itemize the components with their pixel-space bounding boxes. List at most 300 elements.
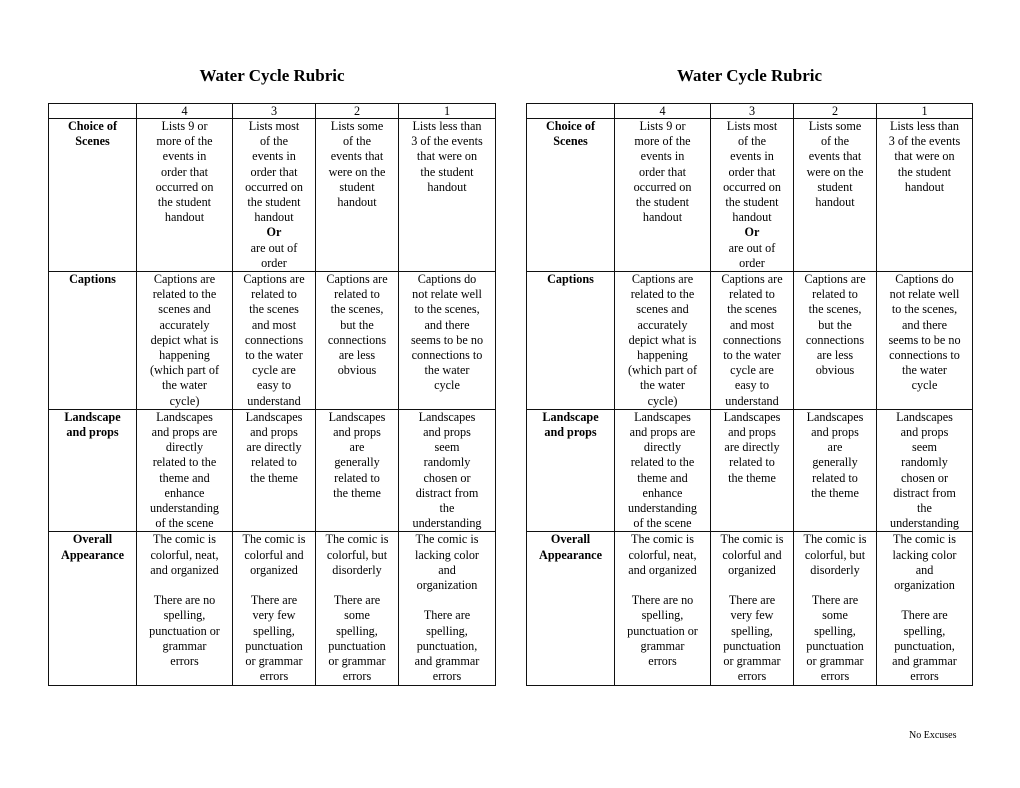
descriptor-line: Landscapes [418,409,476,424]
descriptor-line: generally [812,455,858,470]
descriptor-line: punctuation [245,638,303,653]
descriptor-line: of the [737,134,767,149]
score-header-3: 3 [233,104,316,119]
score-cell-3 [711,532,794,685]
descriptor-line: order [261,255,287,270]
rubric-row-overall-appearance [49,532,496,685]
descriptor-line: Lists some [808,119,862,133]
descriptor-line: punctuation or [627,623,698,638]
descriptor-line: and organized [150,562,219,577]
descriptor-line: errors [170,654,199,669]
descriptor-line: errors [737,669,767,684]
descriptor-line: obvious [815,363,855,378]
descriptor-line: seems to be no [888,332,961,347]
descriptor-line: are less [816,348,854,363]
score-cell-1 [877,272,973,410]
score-cell-1 [399,272,496,410]
descriptor-line: some [822,608,848,623]
descriptor-line: related to the [630,455,695,470]
descriptor-line: chosen or [900,470,949,485]
descriptor-line: and grammar [414,654,480,669]
descriptor-line: Captions are [631,272,694,287]
descriptor-line: generally [334,455,380,470]
score-cell-4 [615,272,711,410]
descriptor-line: colorful, neat, [628,547,697,562]
descriptor-line: order that [160,164,209,179]
descriptor-line: 3 of the events [888,134,961,149]
descriptor-line: colorful and [244,547,304,562]
descriptor-line: The comic is [242,532,306,547]
descriptor-line: are less [338,348,376,363]
descriptor-line: errors [432,669,462,684]
descriptor-line: accurately [637,317,688,332]
descriptor-line: scenes and [158,302,211,317]
rubric-title: Water Cycle Rubric [199,66,345,85]
descriptor-line: organization [416,578,478,593]
descriptor-line: seems to be no [410,332,484,347]
descriptor-line: connections [327,332,387,347]
score-cell-2 [316,272,399,410]
descriptor-line: Lists some [330,119,384,133]
descriptor-line: punctuation [328,638,386,653]
criterion-label-line: Overall [72,532,113,547]
criterion-label-line: Landscape [542,409,599,424]
descriptor-line: and props [811,425,859,440]
score-cell-3 [233,272,316,410]
descriptor-line: chosen or [423,470,471,485]
descriptor-line: depict what is [150,332,219,347]
descriptor-line: the student [897,164,952,179]
descriptor-line: Captions are [804,272,866,287]
descriptor-line: punctuation [806,638,864,653]
descriptor-line: punctuation or [149,623,220,638]
score-cell-4 [137,532,233,685]
score-cell-1 [877,119,973,272]
descriptor-line: obvious [337,363,377,378]
descriptor-line: Captions do [417,272,477,287]
descriptor-line: spelling, [163,608,206,623]
line-gap [878,593,971,608]
descriptor-line: depict what is [628,332,697,347]
descriptor-line: errors [259,669,289,684]
descriptor-line: events in [252,149,296,164]
score-cell-3 [233,532,316,685]
descriptor-line: the scenes, [330,302,384,317]
descriptor-line: handout [642,210,683,225]
descriptor-line: Or [744,225,760,240]
descriptor-line: more of the [156,134,213,149]
descriptor-line: and [915,562,934,577]
descriptor-line: understanding [889,516,960,531]
descriptor-line: Or [266,225,282,240]
score-cell-1 [399,409,496,532]
descriptor-line: spelling, [253,623,295,638]
descriptor-line: grammar [640,638,685,653]
rubric-title: Water Cycle Rubric [676,66,823,85]
descriptor-line: and props are [629,425,696,440]
descriptor-line: Lists most [248,119,300,133]
descriptor-line: colorful, but [804,547,866,562]
descriptor-line: very few [730,608,774,623]
descriptor-line: Lists most [726,119,778,133]
descriptor-line: the student [157,195,212,210]
descriptor-line: events in [162,149,207,164]
score-cell-1 [877,532,973,685]
descriptor-line: grammar [162,638,207,653]
descriptor-line: The comic is [893,532,956,547]
score-header-4: 4 [615,104,711,119]
line-gap [138,578,231,593]
descriptor-line: and props are [151,425,218,440]
score-cell-2 [794,119,877,272]
score-cell-3 [233,409,316,532]
descriptor-line: and props [250,425,298,440]
descriptor-line: related to [812,287,858,302]
criterion-label-line: Scenes [553,134,588,149]
descriptor-line: that were on [416,149,478,164]
descriptor-line: and props [728,425,776,440]
descriptor-line: Landscapes [156,409,213,424]
descriptor-line: related to the [630,287,695,302]
descriptor-line: spelling, [641,608,684,623]
descriptor-line: Landscapes [806,409,864,424]
descriptor-line: handout [732,210,772,225]
descriptor-line: some [344,608,370,623]
descriptor-line: of the [342,134,372,149]
rubric-row-landscape-and-props [49,409,496,532]
descriptor-line: cycle [434,378,460,393]
descriptor-line: very few [252,608,296,623]
descriptor-line: theme and [637,470,688,485]
line-gap [795,578,875,593]
descriptor-line: handout [254,210,294,225]
criterion-label [49,409,137,532]
descriptor-line: and props [900,425,949,440]
criterion-label-line: Overall [550,532,591,547]
rubric-row-captions [49,272,496,410]
descriptor-line: enhance [642,485,683,500]
descriptor-line: errors [342,669,372,684]
descriptor-line: handout [904,179,945,194]
descriptor-line: randomly [901,455,948,470]
criterion-label-line: Captions [547,272,594,287]
descriptor-line: There are [728,593,776,608]
criterion-label [49,272,137,410]
descriptor-line: are out of [728,240,776,255]
descriptor-line: the water [424,363,470,378]
descriptor-line: the scenes [249,302,299,317]
rubric-row-landscape-and-props [527,409,973,532]
descriptor-line: randomly [423,455,471,470]
descriptor-line: events in [640,149,685,164]
score-header-1: 1 [399,104,496,119]
descriptor-line: handout [815,195,855,210]
descriptor-line: cycle are [252,363,296,378]
descriptor-line: connections [722,332,782,347]
descriptor-line: order that [638,164,687,179]
descriptor-line: Captions are [326,272,388,287]
descriptor-line: more of the [634,134,691,149]
criterion-label-line: and props [66,425,119,440]
line-gap [400,593,494,608]
descriptor-line: The comic is [720,532,784,547]
descriptor-line: occurred on [155,179,214,194]
descriptor-line: There are [811,593,859,608]
descriptor-line: but the [340,317,374,332]
score-header-1: 1 [877,104,973,119]
score-cell-4 [615,119,711,272]
score-header-2: 2 [794,104,877,119]
descriptor-line: of the [259,134,289,149]
descriptor-line: lacking color [415,547,479,562]
descriptor-line: were on the [806,164,864,179]
descriptor-line: enhance [164,485,205,500]
descriptor-line: scenes and [636,302,689,317]
criterion-label-line: Choice of [545,119,596,133]
descriptor-line: seem [911,440,938,455]
descriptor-line: There are no [631,593,694,608]
descriptor-line: directly [643,440,682,455]
descriptor-line: to the water [245,348,303,363]
descriptor-line: punctuation, [894,638,955,653]
rubric-table [526,103,973,686]
descriptor-line: or grammar [245,654,303,669]
header-corner [49,104,137,119]
descriptor-line: are out of [250,240,298,255]
descriptor-line: cycle [911,378,938,393]
descriptor-line: of the scene [155,516,214,531]
descriptor-line: connections to [411,348,483,363]
descriptor-line: easy to [256,378,292,393]
descriptor-line: spelling, [731,623,773,638]
descriptor-line: the student [725,195,779,210]
descriptor-line: order [739,255,765,270]
descriptor-line: student [339,179,375,194]
descriptor-line: and there [901,317,947,332]
descriptor-line: related to [251,287,297,302]
score-cell-1 [399,532,496,685]
descriptor-line: The comic is [325,532,389,547]
descriptor-line: handout [427,179,467,194]
descriptor-line: and most [729,317,775,332]
descriptor-line: There are [333,593,381,608]
descriptor-line: the student [247,195,301,210]
descriptor-line: are [349,440,365,455]
descriptor-line: Landscapes [723,409,781,424]
score-cell-3 [711,119,794,272]
descriptor-line: spelling, [336,623,378,638]
descriptor-line: and props [423,425,471,440]
descriptor-line: There are no [153,593,216,608]
descriptor-line: spelling, [903,623,946,638]
descriptor-line: or grammar [723,654,781,669]
descriptor-line: directly [165,440,204,455]
descriptor-line: related to [729,455,775,470]
descriptor-line: and [438,562,456,577]
descriptor-line: The comic is [153,532,216,547]
descriptor-line: Captions do [895,272,954,287]
descriptor-line: Captions are [721,272,783,287]
descriptor-line: the theme [811,485,859,500]
descriptor-line: the water [639,378,685,393]
criterion-label [527,532,615,685]
score-header-row [527,104,973,119]
descriptor-line: Lists 9 or [639,119,686,133]
descriptor-line: spelling, [814,623,856,638]
descriptor-line: There are [901,608,948,623]
descriptor-line: and props [333,425,381,440]
descriptor-line: events that [330,149,384,164]
descriptor-line: understanding [627,501,698,516]
score-cell-4 [615,532,711,685]
descriptor-line: cycle) [169,393,200,408]
criterion-label-line: Landscape [64,409,121,424]
descriptor-line: theme and [159,470,210,485]
score-cell-2 [794,409,877,532]
descriptor-line: colorful, but [326,547,388,562]
score-cell-4 [137,272,233,410]
rubric-row-captions [527,272,973,410]
descriptor-line: related to [729,287,775,302]
descriptor-line: the [917,501,932,516]
descriptor-line: organized [728,562,776,577]
descriptor-line: Captions are [153,272,216,287]
descriptor-line: Lists less than [412,119,482,133]
descriptor-line: events in [730,149,774,164]
descriptor-line: Landscapes [245,409,303,424]
descriptor-line: order that [728,164,776,179]
descriptor-line: handout [164,210,205,225]
descriptor-line: the theme [333,485,381,500]
descriptor-line: to the water [723,348,781,363]
descriptor-line: Landscapes [634,409,691,424]
score-cell-1 [399,119,496,272]
descriptor-line: or grammar [806,654,864,669]
descriptor-line: but the [818,317,852,332]
descriptor-line: disorderly [810,562,860,577]
descriptor-line: lacking color [892,547,957,562]
descriptor-line: There are [423,608,471,623]
descriptor-line: events that [808,149,862,164]
criterion-label-line: Captions [69,272,116,287]
descriptor-line: occurred on [723,179,781,194]
descriptor-line: errors [648,654,677,669]
descriptor-line: and there [424,317,470,332]
line-gap [712,578,792,593]
descriptor-line: of the [820,134,850,149]
descriptor-line: related to the [152,455,217,470]
header-corner [527,104,615,119]
score-cell-4 [137,119,233,272]
descriptor-line: disorderly [332,562,382,577]
descriptor-line: are directly [246,440,302,455]
descriptor-line: cycle are [730,363,774,378]
descriptor-line: that were on [894,149,955,164]
descriptor-line: (which part of [627,363,698,378]
descriptor-line: the [439,501,455,516]
descriptor-line: handout [337,195,377,210]
descriptor-line: the student [420,164,474,179]
descriptor-line: happening [159,348,210,363]
descriptor-line: related to [812,470,858,485]
criterion-label [527,119,615,272]
descriptor-line: easy to [734,378,770,393]
descriptor-line: happening [637,348,688,363]
descriptor-line: errors [820,669,850,684]
descriptor-line: and grammar [892,654,957,669]
descriptor-line: punctuation [723,638,781,653]
descriptor-line: Landscapes [896,409,953,424]
descriptor-line: the theme [250,470,298,485]
footer-text: No Excuses [909,730,957,741]
descriptor-line: seem [434,440,460,455]
rubric-table [48,103,496,686]
descriptor-line: occurred on [633,179,692,194]
descriptor-line: related to the [152,287,217,302]
descriptor-line: student [817,179,853,194]
descriptor-line: errors [910,669,939,684]
descriptor-line: and most [251,317,297,332]
descriptor-line: of the scene [633,516,692,531]
criterion-label [527,409,615,532]
descriptor-line: distract from [893,485,956,500]
descriptor-line: are [827,440,843,455]
criterion-label-line: Scenes [75,134,110,149]
rubric-row-overall-appearance [527,532,973,685]
descriptor-line: The comic is [631,532,694,547]
score-cell-2 [316,409,399,532]
descriptor-line: are directly [724,440,780,455]
descriptor-line: colorful, neat, [150,547,219,562]
descriptor-line: related to [334,287,380,302]
descriptor-line: Lists less than [889,119,960,133]
criterion-label-line: Appearance [61,547,124,562]
descriptor-line: organized [250,562,298,577]
descriptor-line: Landscapes [328,409,386,424]
descriptor-line: connections to [889,348,960,363]
score-header-4: 4 [137,104,233,119]
criterion-label-line: Appearance [539,547,602,562]
descriptor-line: (which part of [149,363,220,378]
descriptor-line: accurately [159,317,210,332]
score-header-3: 3 [711,104,794,119]
line-gap [616,578,709,593]
line-gap [234,578,314,593]
descriptor-line: cycle) [647,393,678,408]
descriptor-line: the water [161,378,207,393]
rubric-row-choice-of-scenes [527,119,973,272]
rubric-row-choice-of-scenes [49,119,496,272]
descriptor-line: The comic is [415,532,479,547]
descriptor-line: connections [244,332,304,347]
descriptor-line: occurred on [245,179,303,194]
descriptor-line: the scenes, [808,302,862,317]
score-header-row [49,104,496,119]
criterion-label [49,532,137,685]
descriptor-line: to the scenes, [891,302,958,317]
criterion-label [49,119,137,272]
descriptor-line: There are [250,593,298,608]
score-cell-3 [711,272,794,410]
descriptor-line: punctuation, [416,638,478,653]
descriptor-line: the scenes [727,302,777,317]
descriptor-line: Captions are [243,272,305,287]
line-gap [317,578,397,593]
descriptor-line: understand [247,393,301,408]
descriptor-line: The comic is [803,532,867,547]
descriptor-line: connections [805,332,865,347]
score-cell-2 [794,272,877,410]
